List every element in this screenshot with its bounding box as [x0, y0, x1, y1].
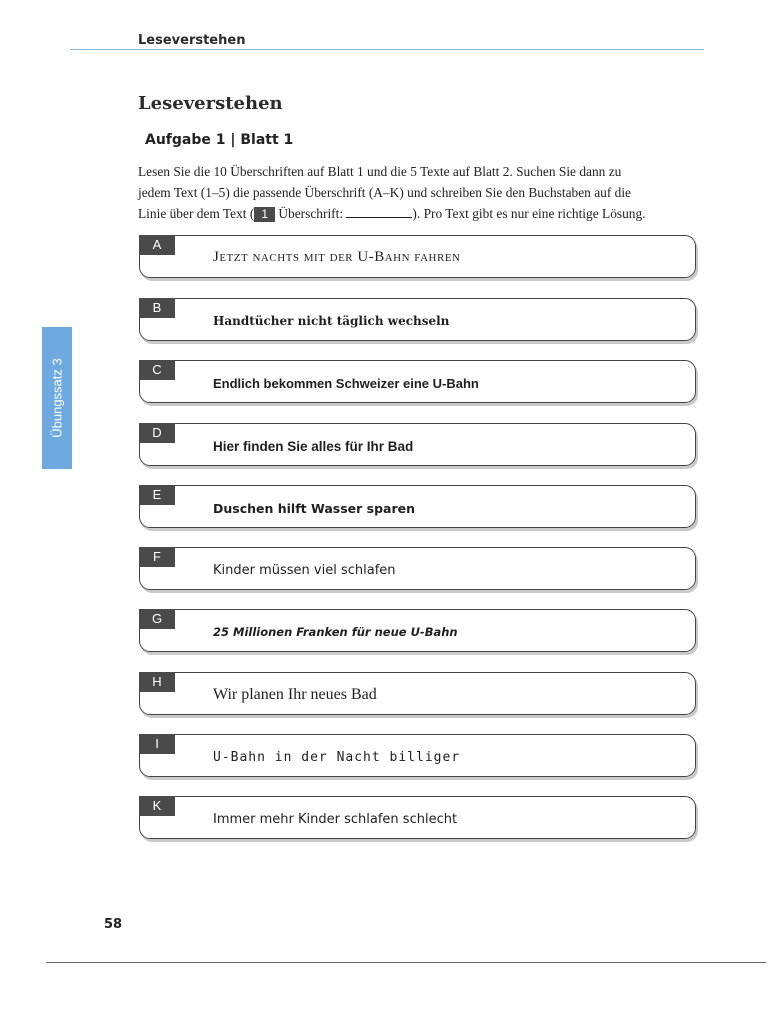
instructions [138, 161, 718, 224]
side-tab-label: Übungssatz 3 [49, 358, 65, 438]
option-headline: Kinder müssen viel schlafen [213, 563, 396, 578]
instructions-line-2: jedem Text (1–5) die passende Überschrift (A–K) und schreiben Sie den Buchstaben auf die [138, 185, 632, 200]
option-letter: G [139, 609, 175, 629]
instructions-line-3-middle: Überschrift: [275, 206, 347, 221]
option-h [139, 672, 696, 715]
option-f [139, 547, 696, 590]
instructions-line-3-end: ). Pro Text gibt es nur eine richtige Lösung. [412, 206, 646, 221]
option-letter: I [139, 734, 175, 754]
option-b [139, 298, 696, 341]
task-title: Aufgabe 1 | Blatt 1 [145, 132, 294, 148]
footer-rule [46, 962, 766, 963]
instructions-line-3 [138, 203, 718, 224]
option-k [139, 796, 696, 839]
option-headline: Wir planen Ihr neues Bad [213, 686, 377, 703]
option-a [139, 235, 696, 278]
option-letter: F [139, 547, 175, 567]
option-headline: Handtücher nicht täglich wechseln [213, 314, 450, 328]
option-letter: C [139, 360, 175, 380]
option-d [139, 423, 696, 466]
option-letter: E [139, 485, 175, 505]
answer-blank-line [346, 205, 412, 218]
option-g [139, 609, 696, 652]
option-headline: 25 Millionen Franken für neue U-Bahn [213, 625, 458, 639]
instructions-line-1: Lesen Sie die 10 Überschriften auf Blatt 1 und die 5 Texte auf Blatt 2. Suchen Sie dann zu [138, 164, 622, 179]
instructions-line-3-start: Linie über dem Text ( [138, 206, 255, 221]
option-letter: K [139, 796, 175, 816]
text-number-box: 1 [254, 207, 275, 222]
section-title: Leseverstehen [138, 93, 283, 114]
option-headline: Immer mehr Kinder schlafen schlecht [213, 812, 458, 827]
option-i [139, 734, 696, 777]
side-tab [42, 327, 72, 469]
option-headline: U-Bahn in der Nacht billiger [213, 750, 461, 765]
option-headline: Hier finden Sie alles für Ihr Bad [213, 439, 414, 454]
option-letter: B [139, 298, 175, 318]
header-rule [70, 49, 704, 50]
option-letter: D [139, 423, 175, 443]
option-headline: Duschen hilft Wasser sparen [213, 501, 416, 516]
option-headline: Jetzt nachts mit der U-Bahn fahren [213, 249, 461, 265]
option-c [139, 360, 696, 403]
option-letter: H [139, 672, 175, 692]
running-header: Leseverstehen [138, 33, 246, 48]
option-e [139, 485, 696, 528]
option-headline: Endlich bekommen Schweizer eine U-Bahn [213, 376, 479, 391]
option-letter: A [139, 235, 175, 255]
page-number: 58 [104, 917, 123, 932]
